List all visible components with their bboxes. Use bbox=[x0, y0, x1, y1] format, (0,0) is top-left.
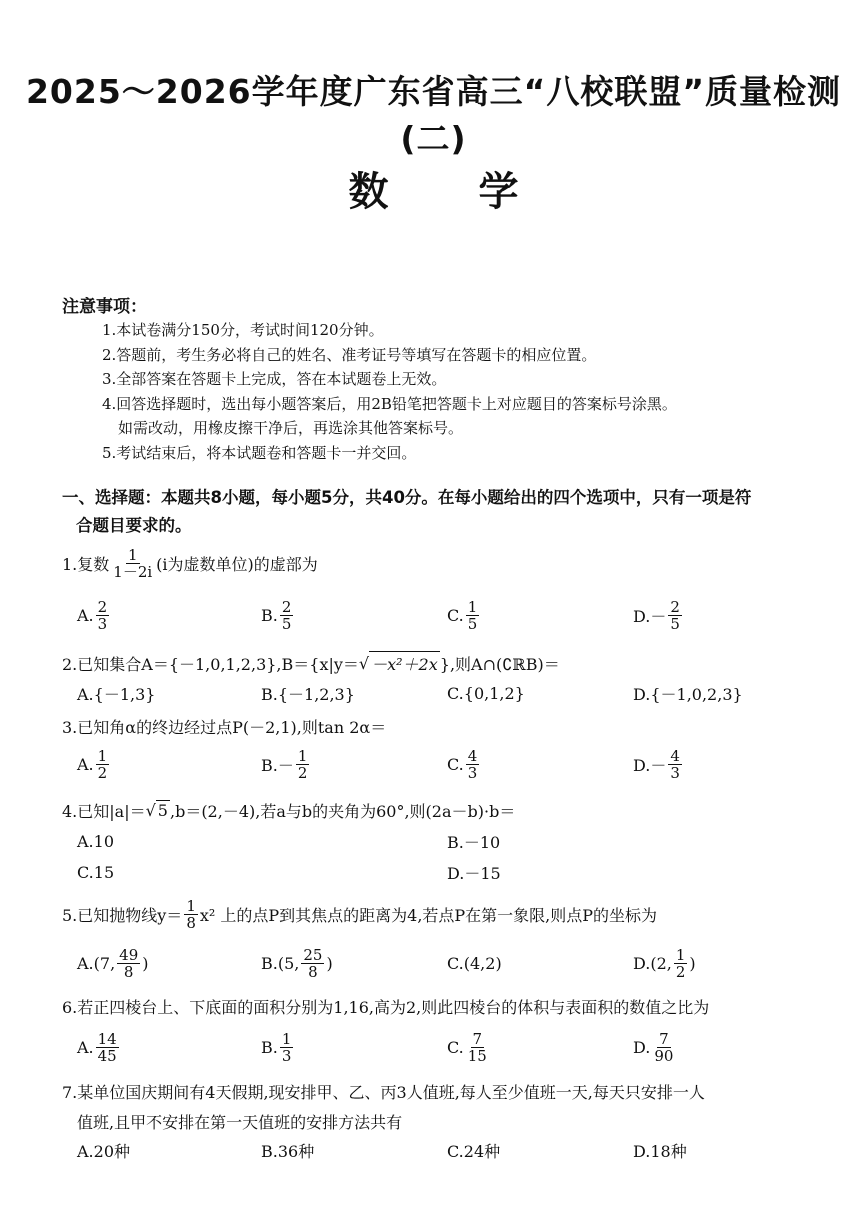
fraction-numerator: 1 bbox=[186, 896, 196, 915]
question-text: (i为虚数单位)的虚部为 bbox=[156, 554, 318, 574]
fraction-numerator: 49 bbox=[119, 945, 139, 964]
fraction-denominator: 3 bbox=[97, 614, 108, 633]
option-a bbox=[77, 1030, 121, 1064]
fraction bbox=[466, 1031, 489, 1064]
question-text: ,b＝(2,－4),若a与b的夹角为60°,则(2a－b)·b＝ bbox=[169, 801, 516, 821]
fraction-denominator: 90 bbox=[654, 1046, 674, 1065]
section-heading-line: 一、选择题：本题共8小题，每小题5分，共40分。在每小题给出的四个选项中，只有一项是符 bbox=[62, 488, 752, 507]
notice-heading: 注意事项： bbox=[62, 297, 147, 317]
option-suffix: ) bbox=[689, 953, 696, 973]
options-q3 bbox=[77, 747, 837, 781]
question-6 bbox=[62, 991, 832, 1021]
option-label: D.－ bbox=[633, 755, 667, 775]
fraction bbox=[466, 748, 480, 781]
fraction-denominator: 3 bbox=[670, 763, 680, 782]
option-a bbox=[77, 747, 111, 781]
notice-item: 5.考试结束后，将本试题卷和答题卡一并交回。 bbox=[102, 443, 417, 462]
sqrt-symbol: √ bbox=[358, 653, 370, 673]
option-d bbox=[633, 747, 684, 781]
option-c: C.{0,1,2} bbox=[447, 683, 525, 703]
notice-list bbox=[102, 318, 822, 465]
option-b bbox=[261, 1030, 295, 1064]
fraction bbox=[296, 748, 310, 781]
option-label: D. bbox=[633, 1037, 651, 1057]
option-a bbox=[77, 598, 111, 632]
question-text: 4.已知|a|＝ bbox=[62, 801, 146, 821]
fraction bbox=[184, 898, 198, 931]
option-a bbox=[77, 946, 149, 980]
fraction-denominator: 2 bbox=[97, 763, 108, 782]
option-d: D.{－1,0,2,3} bbox=[633, 684, 743, 704]
option-b: B.36种 bbox=[261, 1141, 315, 1161]
question-text: 1.复数 bbox=[62, 554, 110, 574]
option-label: B.－ bbox=[261, 755, 294, 775]
option-label: C. bbox=[447, 605, 464, 625]
fraction-numerator: 1 bbox=[127, 545, 138, 564]
question-text: },则A∩(∁ℝB)＝ bbox=[439, 654, 560, 674]
option-b: B.{－1,2,3} bbox=[261, 684, 355, 704]
fraction-denominator: 45 bbox=[97, 1046, 117, 1065]
fraction-numerator: 14 bbox=[97, 1029, 117, 1048]
fraction-denominator: 8 bbox=[308, 962, 318, 981]
option-label: D.－ bbox=[633, 606, 667, 626]
fraction-denominator: 5 bbox=[467, 614, 478, 633]
fraction-numerator: 1 bbox=[281, 1029, 292, 1048]
option-c bbox=[447, 946, 502, 980]
sqrt-symbol: √ bbox=[145, 800, 156, 820]
option-c: C.15 bbox=[77, 862, 115, 882]
fraction bbox=[96, 1031, 119, 1064]
options-q5 bbox=[77, 946, 837, 980]
option-suffix: ) bbox=[142, 953, 149, 973]
option-label: C. bbox=[447, 1037, 464, 1057]
fraction-denominator: 5 bbox=[670, 614, 680, 633]
option-d: D.－15 bbox=[447, 863, 501, 883]
option-label: B. bbox=[261, 1037, 278, 1057]
option-a: A.10 bbox=[77, 831, 114, 851]
fraction-denominator: 2 bbox=[297, 763, 308, 782]
option-b bbox=[261, 747, 311, 781]
option-label: A. bbox=[77, 754, 94, 774]
question-7 bbox=[62, 1076, 832, 1136]
question-1 bbox=[62, 545, 832, 581]
fraction bbox=[280, 599, 294, 632]
option-d: D.18种 bbox=[633, 1141, 687, 1161]
options-q4-row1 bbox=[77, 824, 837, 858]
fraction-denominator: 1－2i bbox=[113, 562, 153, 581]
fraction-numerator: 4 bbox=[467, 746, 478, 765]
notice-item: 2.答题前，考生务必将自己的姓名、准考证号等填写在答题卡的相应位置。 bbox=[102, 345, 597, 364]
option-c bbox=[447, 747, 481, 781]
sqrt-radicand: －x²＋2x bbox=[369, 651, 440, 675]
option-b bbox=[261, 946, 333, 980]
fraction-numerator: 1 bbox=[675, 945, 686, 964]
fraction bbox=[668, 748, 682, 781]
option-label: B. bbox=[261, 605, 278, 625]
fraction bbox=[674, 947, 688, 980]
option-label: A.(7, bbox=[77, 953, 116, 973]
fraction-numerator: 2 bbox=[281, 597, 292, 616]
option-d bbox=[633, 946, 696, 980]
option-d bbox=[633, 1030, 677, 1064]
option-label: A. bbox=[77, 1037, 94, 1057]
notice-item: 3.全部答案在答题卡上完成，答在本试题卷上无效。 bbox=[102, 370, 447, 388]
fraction-numerator: 2 bbox=[97, 597, 108, 616]
option-suffix: ) bbox=[326, 953, 333, 973]
option-label: C. bbox=[447, 754, 464, 774]
fraction-numerator: 1 bbox=[467, 597, 478, 616]
option-b: B.－10 bbox=[447, 832, 501, 852]
option-b bbox=[261, 598, 295, 632]
option-label: A. bbox=[77, 605, 94, 625]
fraction-denominator: 15 bbox=[467, 1046, 487, 1065]
fraction bbox=[280, 1031, 294, 1064]
option-a: A.20种 bbox=[77, 1141, 131, 1161]
question-text: 值班,且甲不安排在第一天值班的安排方法共有 bbox=[77, 1112, 403, 1132]
question-3 bbox=[62, 711, 832, 741]
fraction bbox=[466, 599, 480, 632]
question-text: 2.已知集合A＝{－1,0,1,2,3},B＝{x|y＝ bbox=[62, 654, 359, 674]
fraction-numerator: 1 bbox=[297, 746, 308, 765]
section-heading bbox=[62, 484, 822, 540]
option-label: B.(5, bbox=[261, 953, 300, 973]
fraction-numerator: 2 bbox=[670, 597, 680, 616]
fraction bbox=[111, 547, 154, 580]
fraction-denominator: 3 bbox=[281, 1046, 292, 1065]
question-text: x² 上的点P到其焦点的距离为4,若点P在第一象限,则点P的坐标为 bbox=[199, 905, 658, 925]
question-4 bbox=[62, 795, 832, 825]
exam-title: 2025～2026学年度广东省高三“八校联盟”质量检测(二) bbox=[25, 72, 842, 158]
options-q2 bbox=[77, 676, 837, 710]
options-q6 bbox=[77, 1030, 837, 1064]
fraction-numerator: 7 bbox=[472, 1029, 483, 1048]
fraction-denominator: 5 bbox=[281, 614, 292, 633]
notice-item: 4.回答选择题时，选出每小题答案后，用2B铅笔把答题卡上对应题目的答案标号涂黑。 bbox=[102, 394, 677, 413]
fraction-denominator: 8 bbox=[186, 913, 196, 932]
fraction bbox=[96, 599, 110, 632]
fraction-numerator: 7 bbox=[659, 1029, 669, 1048]
options-q4-row2 bbox=[77, 855, 837, 889]
fraction-denominator: 2 bbox=[675, 962, 686, 981]
fraction bbox=[652, 1031, 675, 1064]
question-text: 5.已知抛物线y＝ bbox=[62, 905, 183, 925]
notice-item: 1.本试卷满分150分，考试时间120分钟。 bbox=[102, 321, 384, 339]
options-q1 bbox=[77, 598, 837, 632]
option-c bbox=[447, 1030, 491, 1064]
option-label: C.(4,2) bbox=[447, 953, 502, 973]
fraction bbox=[96, 748, 110, 781]
notice-item: 如需改动，用橡皮擦干净后，再选涂其他答案标号。 bbox=[118, 419, 464, 437]
section-heading-line: 合题目要求的。 bbox=[76, 516, 192, 535]
options-q7 bbox=[77, 1133, 837, 1167]
question-5 bbox=[62, 896, 832, 932]
question-text: 7.某单位国庆期间有4天假期,现安排甲、乙、丙3人值班,每人至少值班一天,每天只安排一人 bbox=[62, 1082, 705, 1102]
question-text: 3.已知角α的终边经过点P(－2,1),则tan 2α＝ bbox=[62, 717, 387, 737]
fraction-denominator: 3 bbox=[467, 763, 478, 782]
fraction bbox=[668, 599, 682, 632]
fraction-numerator: 4 bbox=[670, 746, 680, 765]
sqrt-radicand: 5 bbox=[157, 801, 168, 820]
question-2 bbox=[62, 648, 832, 678]
question-text: 6.若正四棱台上、下底面的面积分别为1,16,高为2,则此四棱台的体积与表面积的数值之比为 bbox=[62, 997, 710, 1017]
fraction-denominator: 8 bbox=[123, 962, 134, 981]
fraction-numerator: 1 bbox=[97, 746, 108, 765]
subject-title: 数学 bbox=[348, 169, 609, 215]
option-d bbox=[633, 598, 684, 632]
fraction bbox=[117, 947, 140, 980]
option-c: C.24种 bbox=[447, 1141, 501, 1161]
option-a: A.{－1,3} bbox=[77, 684, 156, 704]
fraction-numerator: 25 bbox=[303, 945, 323, 964]
option-label: D.(2, bbox=[633, 953, 672, 973]
option-c bbox=[447, 598, 481, 632]
fraction bbox=[301, 947, 324, 980]
